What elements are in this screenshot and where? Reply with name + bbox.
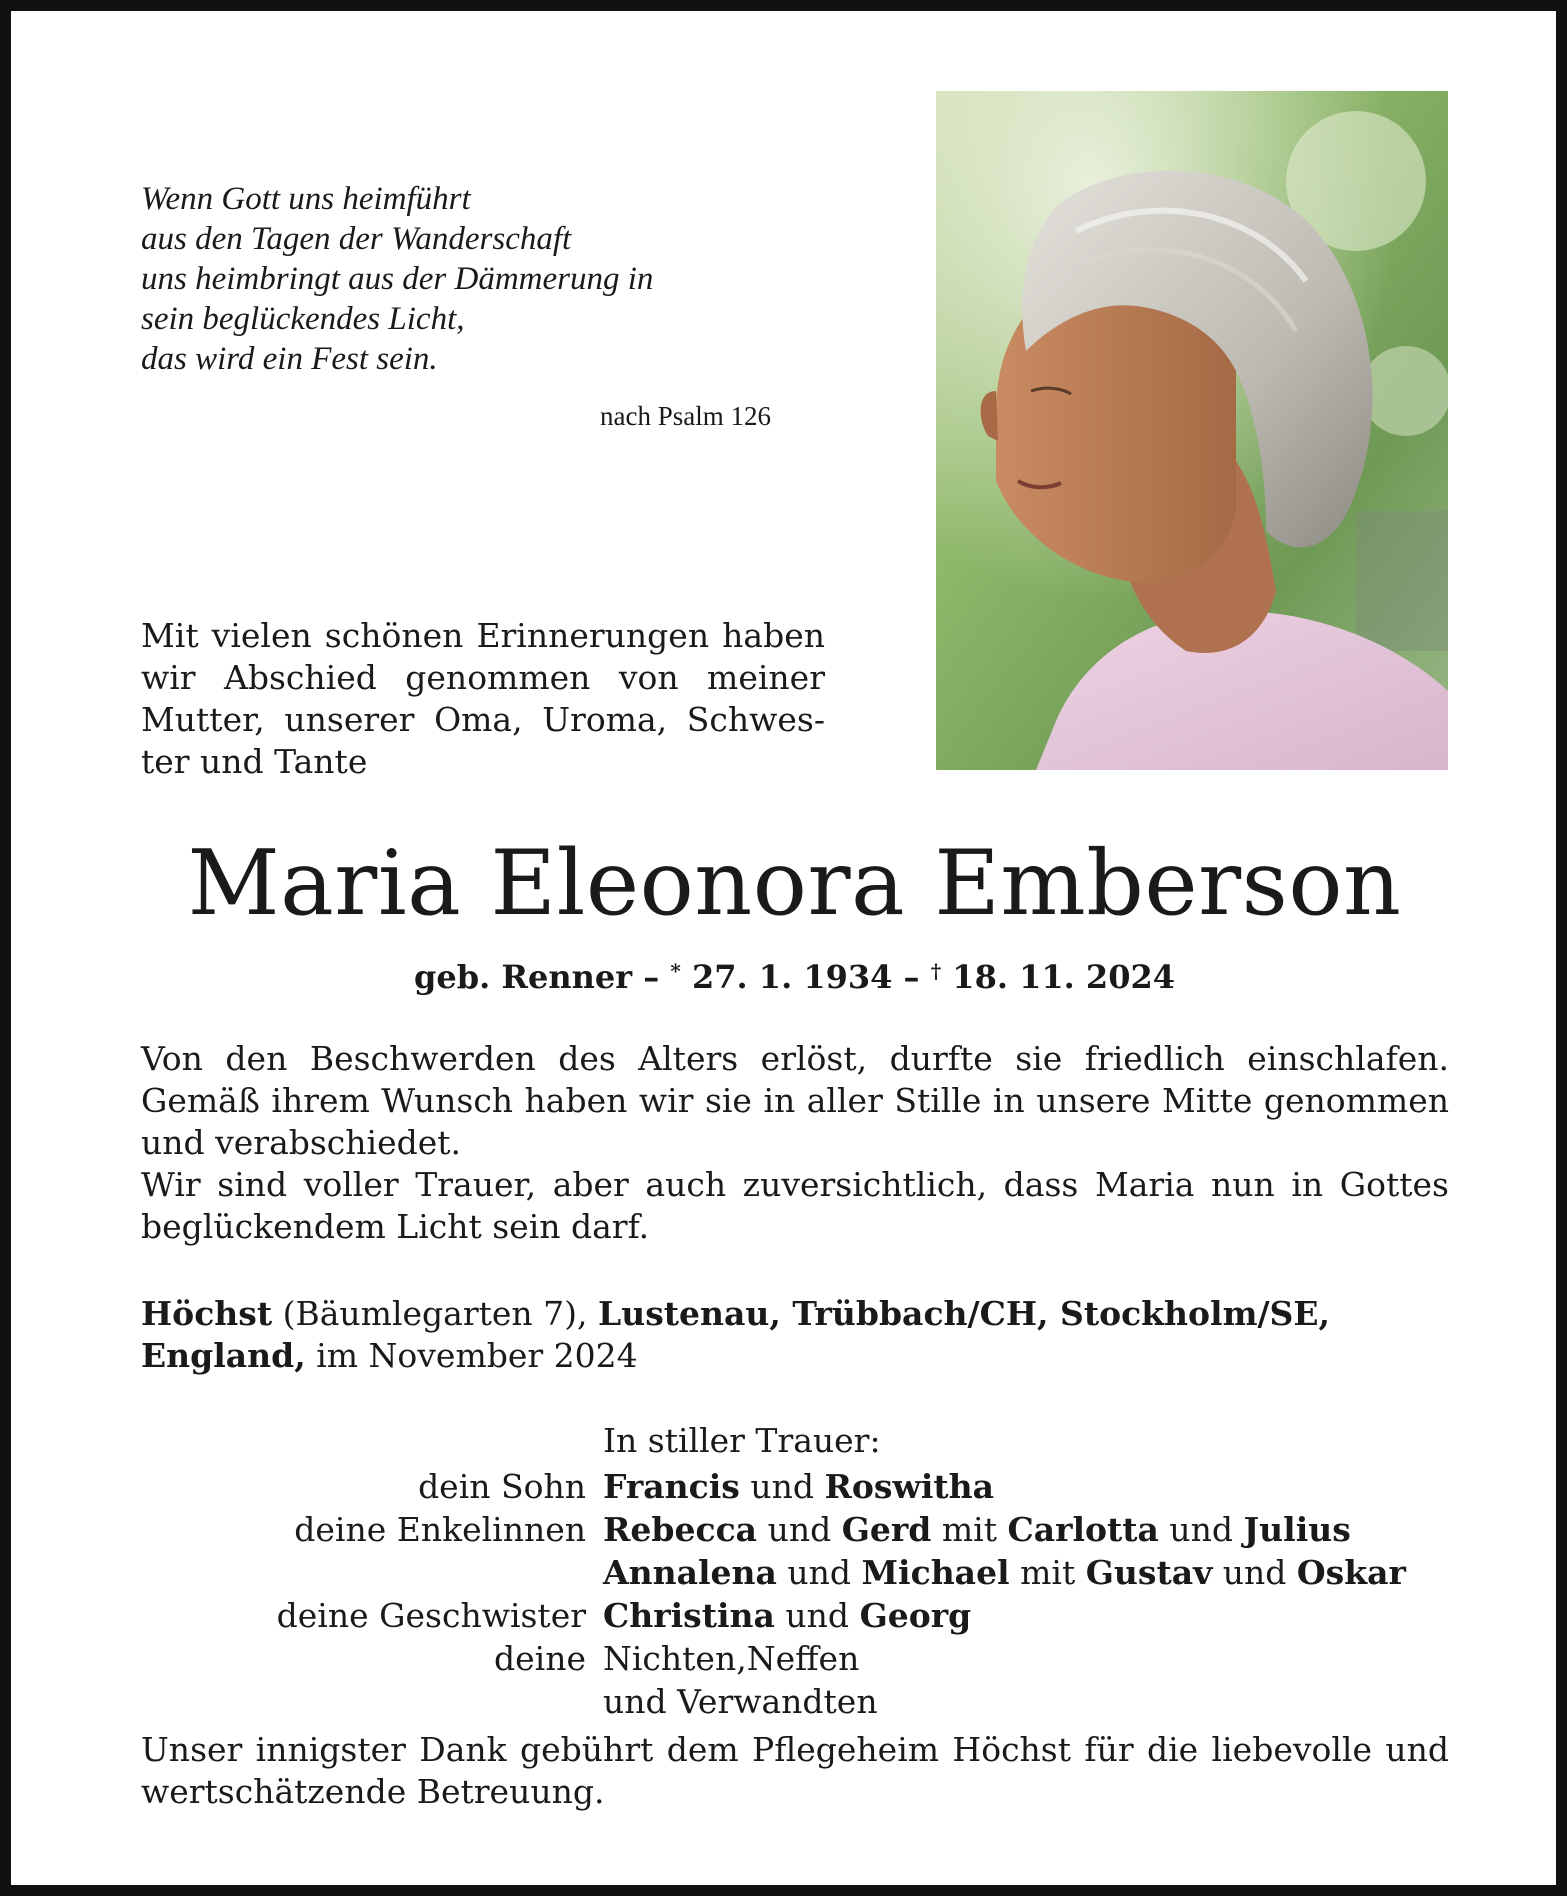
mourner-name: Christina: [603, 1596, 775, 1635]
thanks-text: [141, 1729, 1449, 1813]
intro-line: Mit vielen schönen Erinnerungen haben: [141, 616, 825, 655]
message-line: beglückendem Licht sein darf.: [141, 1207, 650, 1246]
separator-dash: –: [903, 958, 920, 996]
connector: und: [767, 1510, 832, 1549]
birth-date: 27. 1. 1934: [691, 958, 893, 996]
deceased-name: Maria Eleonora Emberson: [187, 831, 1402, 936]
message-line: und verabschiedet.: [141, 1123, 462, 1162]
poem-line: das wird ein Fest sein.: [141, 341, 438, 377]
connector: und: [785, 1596, 850, 1635]
place-address: (Bäumlegarten 7),: [282, 1294, 588, 1333]
poem-line: uns heimbringt aus der Dämmerung in: [141, 261, 654, 297]
poem-line: sein beglückendes Licht,: [141, 301, 465, 337]
mourner-row-grandchildren-1: [141, 1510, 1461, 1553]
notice-date: im November 2024: [316, 1336, 638, 1375]
mourners-list: [141, 1467, 1461, 1725]
mourner-names: [603, 1596, 971, 1635]
message-text: [141, 1038, 1449, 1248]
message-line: Wir sind voller Trauer, aber auch zuversichtlich, dass Maria nun in Gottes: [141, 1165, 1449, 1204]
poem-source: nach Psalm 126: [600, 401, 771, 431]
place-others: Lustenau, Trübbach/CH, Stockholm/SE,: [598, 1294, 1331, 1333]
mourner-row-son: [141, 1467, 1461, 1510]
thanks-line: Unser innigster Dank gebührt dem Pflegeheim Höchst für die liebevolle und: [141, 1730, 1449, 1769]
relation-label: deine Enkelinnen: [294, 1510, 586, 1549]
place-last: England,: [141, 1336, 306, 1375]
mourner-row-relatives-2: [141, 1682, 1461, 1725]
relation-label: deine Geschwister: [276, 1596, 586, 1635]
mourner-name: Francis: [603, 1467, 740, 1506]
mourner-row-grandchildren-2: [141, 1553, 1461, 1596]
portrait-image: [936, 91, 1448, 770]
mourner-names: [603, 1510, 1351, 1549]
death-date: 18. 11. 2024: [952, 958, 1175, 996]
connector: und: [787, 1553, 852, 1592]
intro-text: [141, 615, 825, 783]
intro-line: Mutter, unserer Oma, Uroma, Schwes-: [141, 700, 825, 739]
intro-line: wir Abschied genommen von meiner: [141, 658, 825, 697]
mourner-names: Nichten,Neffen: [603, 1639, 860, 1678]
portrait-photo: [936, 91, 1448, 770]
connector: und: [750, 1467, 814, 1506]
place-town: Höchst: [141, 1294, 273, 1333]
mourner-name: Rebecca: [603, 1510, 758, 1549]
connector: mit: [1020, 1553, 1076, 1592]
connector: und: [1169, 1510, 1234, 1549]
mourner-name: Gustav: [1085, 1553, 1213, 1592]
mourner-row-relatives: [141, 1639, 1461, 1682]
mourner-names: [603, 1553, 1406, 1592]
poem-line: Wenn Gott uns heimführt: [141, 181, 471, 217]
mourner-name: Georg: [859, 1596, 972, 1635]
mourner-name: Julius: [1243, 1510, 1351, 1549]
mourner-names: [603, 1467, 994, 1506]
mourner-row-siblings: [141, 1596, 1461, 1639]
mourner-names: und Verwandten: [603, 1682, 878, 1721]
birth-symbol: *: [670, 959, 681, 983]
places-and-date: [141, 1293, 1449, 1377]
poem-line: aus den Tagen der Wanderschaft: [141, 221, 572, 257]
mourner-name: Oskar: [1296, 1553, 1406, 1592]
born-name: geb. Renner: [414, 958, 633, 996]
mourner-name: Carlotta: [1007, 1510, 1159, 1549]
message-line: Von den Beschwerden des Alters erlöst, durfte sie friedlich einschlafen.: [141, 1039, 1449, 1078]
connector: mit: [941, 1510, 997, 1549]
mourners-heading: In stiller Trauer:: [603, 1421, 881, 1460]
thanks-line: wertschätzende Betreuung.: [141, 1772, 605, 1811]
message-line: Gemäß ihrem Wunsch haben wir sie in aller Stille in unsere Mitte genommen: [141, 1081, 1449, 1120]
poem: [141, 179, 781, 379]
mourner-name: Michael: [861, 1553, 1010, 1592]
death-symbol: †: [930, 959, 942, 983]
mourner-name: Roswitha: [824, 1467, 995, 1506]
connector: und: [1222, 1553, 1287, 1592]
mourner-name: Annalena: [603, 1553, 777, 1592]
birth-death-dates: [11, 958, 1567, 996]
mourner-name: Gerd: [841, 1510, 932, 1549]
relation-label: deine: [494, 1639, 586, 1678]
relation-label: dein Sohn: [418, 1467, 586, 1506]
separator-dash: –: [643, 958, 660, 996]
intro-line: ter und Tante: [141, 742, 368, 781]
